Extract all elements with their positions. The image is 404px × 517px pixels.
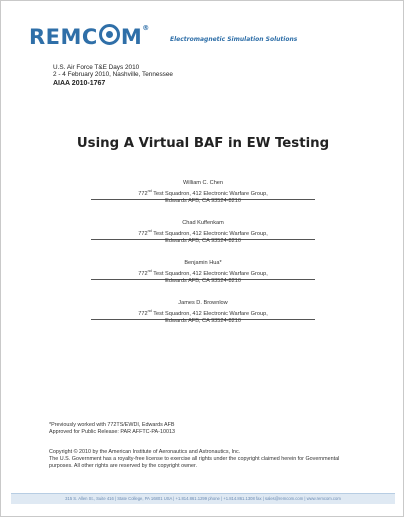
footer-bar [11, 493, 395, 504]
footer-contact: 315 S. Allen St., Suite 416 | State College, PA 16801 USA | +1.814.861.1299 phone | +1.814.861.1308 fax | sales@remcom.com | www.remcom.com [65, 496, 341, 501]
author-block [1, 300, 404, 340]
author-block [1, 220, 404, 260]
logo-o-icon [99, 24, 120, 45]
unit-number: 772 [138, 231, 148, 237]
author-location: Edwards AFB, CA 93524-8210 [165, 238, 241, 244]
logo-tagline: Electromagnetic Simulation Solutions [170, 36, 298, 43]
paper-title: Using A Virtual BAF in EW Testing [76, 136, 330, 151]
logo-wordmark [29, 24, 150, 49]
author-name: Benjamin Hua* [184, 260, 222, 266]
unit-name: Test Squadron, 412 Electronic Warfare Group, [151, 191, 268, 197]
unit-ordinal: nd [147, 269, 152, 273]
copyright-notice [49, 449, 369, 470]
footnote [49, 422, 175, 436]
author-block [1, 260, 404, 300]
author-block [1, 180, 404, 220]
registered-mark: ® [142, 24, 150, 32]
logo-wordmark-start: REMC [29, 25, 98, 49]
conference-info [53, 64, 173, 79]
unit-name: Test Squadron, 412 Electronic Warfare Group, [151, 271, 268, 277]
author-location: Edwards AFB, CA 93524-8210 [165, 198, 241, 204]
unit-number: 772 [138, 271, 148, 277]
footnote-previous-affiliation: *Previously worked with 772TS/EWDI, Edwards AFB [49, 422, 175, 428]
author-location: Edwards AFB, CA 93524-8210 [165, 318, 241, 324]
author-location: Edwards AFB, CA 93524-8210 [165, 278, 241, 284]
copyright-line: Copyright © 2010 by the American Institute of Aeronautics and Astronautics, Inc. [49, 449, 241, 455]
conference-date-location: 2 - 4 February 2010, Nashville, Tennessee [53, 71, 173, 79]
unit-ordinal: nd [147, 309, 152, 313]
author-list [1, 180, 404, 340]
logo-wordmark-end: M [120, 25, 143, 49]
author-name: William C. Chen [182, 180, 224, 186]
unit-ordinal: nd [147, 189, 152, 193]
footnote-release-approval: Approved for Public Release: PAR AFFTC-PA-10013 [49, 429, 175, 435]
author-name: James D. Brownlow [178, 300, 228, 306]
government-license-line: The U.S. Government has a royalty-free license to exercise all rights under the copyright claimed herein for Governmental [49, 456, 340, 462]
unit-ordinal: nd [147, 229, 152, 233]
unit-name: Test Squadron, 412 Electronic Warfare Group, [151, 231, 268, 237]
unit-name: Test Squadron, 412 Electronic Warfare Group, [151, 311, 268, 317]
author-name: Chad Kuffenkam [182, 220, 224, 226]
unit-number: 772 [138, 311, 148, 317]
unit-number: 772 [138, 191, 148, 197]
paper-id: AIAA 2010-1767 [53, 80, 106, 87]
rights-reserved-line: purposes. All other rights are reserved by the copyright owner. [49, 463, 198, 469]
conference-name: U.S. Air Force T&E Days 2010 [53, 64, 140, 71]
